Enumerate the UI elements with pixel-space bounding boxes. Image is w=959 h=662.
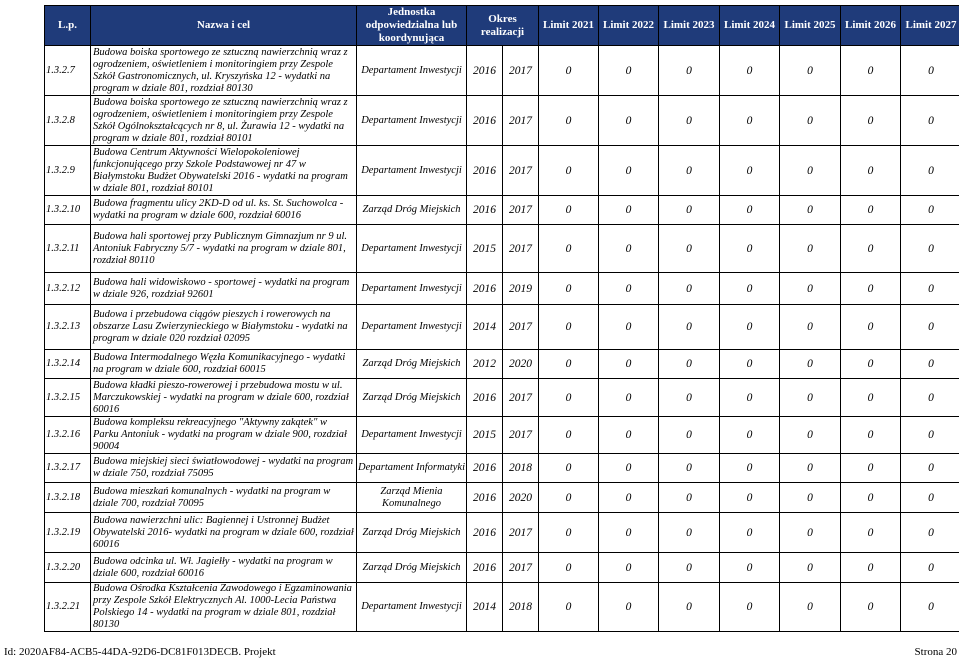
row-limit-2026: 0 <box>841 225 901 273</box>
row-limit-2026: 0 <box>841 350 901 379</box>
row-limit-2022: 0 <box>599 273 659 305</box>
row-period-from: 2016 <box>467 454 503 483</box>
col-header-limit-2022: Limit 2022 <box>599 6 659 46</box>
row-lp: 1.3.2.11 <box>45 225 91 273</box>
row-period-to: 2017 <box>503 513 539 553</box>
row-limit-2027: 0 <box>901 553 959 583</box>
col-header-name: Nazwa i cel <box>91 6 357 46</box>
row-name: Budowa i przebudowa ciągów pieszych i rowerowych na obszarze Lasu Zwierzynieckiego w Białymstoku - wydatki na program w dziale 020 rozdział 02095 <box>91 305 357 350</box>
table-row <box>45 483 959 513</box>
row-unit: Departament Inwestycji <box>357 417 467 454</box>
row-limit-2023: 0 <box>659 483 720 513</box>
row-limit-2023: 0 <box>659 225 720 273</box>
row-limit-2025: 0 <box>780 583 841 632</box>
row-name: Budowa kompleksu rekreacyjnego "Aktywny zakątek" w Parku Antoniuk - wydatki na program w dziale 900, rozdział 90004 <box>91 417 357 454</box>
row-name: Budowa Ośrodka Kształcenia Zawodowego i Egzaminowania przy Zespole Szkół Elektrycznych Al. 1000-Lecia Państwa Polskiego 14 - wydatki na program w dziale 801, rozdział 80130 <box>91 583 357 632</box>
row-period-to: 2017 <box>503 305 539 350</box>
row-period-from: 2016 <box>467 273 503 305</box>
col-header-limit-2023: Limit 2023 <box>659 6 720 46</box>
row-limit-2024: 0 <box>720 273 780 305</box>
row-period-from: 2014 <box>467 305 503 350</box>
table-row <box>45 146 959 196</box>
row-limit-2021: 0 <box>539 273 599 305</box>
row-period-to: 2017 <box>503 146 539 196</box>
row-limit-2026: 0 <box>841 417 901 454</box>
row-name: Budowa Centrum Aktywności Wielopokoleniowej funkcjonującego przy Szkole Podstawowej nr 47 w Białymstoku Budżet Obywatelski 2016 - wydatki na program w dziale 801, rozdział 80101 <box>91 146 357 196</box>
row-period-from: 2016 <box>467 46 503 96</box>
row-limit-2023: 0 <box>659 583 720 632</box>
row-period-from: 2016 <box>467 483 503 513</box>
row-limit-2026: 0 <box>841 146 901 196</box>
row-limit-2022: 0 <box>599 583 659 632</box>
row-lp: 1.3.2.20 <box>45 553 91 583</box>
row-limit-2024: 0 <box>720 417 780 454</box>
row-limit-2027: 0 <box>901 379 959 417</box>
row-limit-2023: 0 <box>659 46 720 96</box>
row-limit-2024: 0 <box>720 225 780 273</box>
col-header-unit: Jednostka odpowiedzialna lub koordynująca <box>357 6 467 46</box>
row-limit-2024: 0 <box>720 46 780 96</box>
row-limit-2022: 0 <box>599 146 659 196</box>
row-period-to: 2017 <box>503 553 539 583</box>
row-name: Budowa mieszkań komunalnych - wydatki na program w dziale 700, rozdział 70095 <box>91 483 357 513</box>
row-period-from: 2016 <box>467 196 503 225</box>
row-limit-2026: 0 <box>841 305 901 350</box>
row-lp: 1.3.2.15 <box>45 379 91 417</box>
row-limit-2024: 0 <box>720 483 780 513</box>
row-limit-2026: 0 <box>841 96 901 146</box>
row-limit-2025: 0 <box>780 225 841 273</box>
row-limit-2027: 0 <box>901 225 959 273</box>
row-lp: 1.3.2.21 <box>45 583 91 632</box>
row-limit-2021: 0 <box>539 454 599 483</box>
row-limit-2024: 0 <box>720 513 780 553</box>
row-limit-2026: 0 <box>841 454 901 483</box>
row-limit-2027: 0 <box>901 273 959 305</box>
row-limit-2021: 0 <box>539 196 599 225</box>
table-row <box>45 454 959 483</box>
col-header-period: Okres realizacji <box>467 6 539 46</box>
col-header-lp: L.p. <box>45 6 91 46</box>
row-period-from: 2016 <box>467 96 503 146</box>
row-name: Budowa kładki pieszo-rowerowej i przebudowa mostu w ul. Marczukowskiej - wydatki na program w dziale 600, rozdział 60016 <box>91 379 357 417</box>
row-lp: 1.3.2.7 <box>45 46 91 96</box>
row-unit: Departament Inwestycji <box>357 225 467 273</box>
row-limit-2021: 0 <box>539 146 599 196</box>
row-period-to: 2017 <box>503 225 539 273</box>
row-limit-2027: 0 <box>901 46 959 96</box>
row-limit-2025: 0 <box>780 273 841 305</box>
row-name: Budowa hali widowiskowo - sportowej - wydatki na program w dziale 926, rozdział 92601 <box>91 273 357 305</box>
row-unit: Zarząd Dróg Miejskich <box>357 513 467 553</box>
row-limit-2021: 0 <box>539 583 599 632</box>
row-period-from: 2016 <box>467 553 503 583</box>
row-period-to: 2018 <box>503 583 539 632</box>
row-period-from: 2016 <box>467 379 503 417</box>
table-row <box>45 583 959 632</box>
row-limit-2027: 0 <box>901 417 959 454</box>
table-row <box>45 553 959 583</box>
col-header-limit-2021: Limit 2021 <box>539 6 599 46</box>
row-limit-2027: 0 <box>901 196 959 225</box>
row-limit-2021: 0 <box>539 483 599 513</box>
table-row <box>45 379 959 417</box>
row-limit-2026: 0 <box>841 583 901 632</box>
row-limit-2022: 0 <box>599 196 659 225</box>
row-limit-2021: 0 <box>539 305 599 350</box>
row-unit: Departament Informatyki <box>357 454 467 483</box>
row-limit-2025: 0 <box>780 350 841 379</box>
row-lp: 1.3.2.13 <box>45 305 91 350</box>
row-limit-2027: 0 <box>901 96 959 146</box>
row-limit-2021: 0 <box>539 379 599 417</box>
row-limit-2025: 0 <box>780 513 841 553</box>
row-limit-2022: 0 <box>599 513 659 553</box>
row-limit-2025: 0 <box>780 483 841 513</box>
row-limit-2021: 0 <box>539 350 599 379</box>
row-limit-2027: 0 <box>901 350 959 379</box>
row-limit-2024: 0 <box>720 305 780 350</box>
row-limit-2023: 0 <box>659 96 720 146</box>
row-limit-2023: 0 <box>659 273 720 305</box>
table-row <box>45 513 959 553</box>
row-limit-2021: 0 <box>539 96 599 146</box>
row-unit: Departament Inwestycji <box>357 96 467 146</box>
row-unit: Zarząd Dróg Miejskich <box>357 553 467 583</box>
row-unit: Departament Inwestycji <box>357 46 467 96</box>
row-limit-2022: 0 <box>599 225 659 273</box>
row-limit-2022: 0 <box>599 553 659 583</box>
wpf-projects-table <box>44 5 959 632</box>
row-limit-2023: 0 <box>659 305 720 350</box>
row-limit-2025: 0 <box>780 379 841 417</box>
row-unit: Zarząd Mienia Komunalnego <box>357 483 467 513</box>
row-limit-2022: 0 <box>599 417 659 454</box>
row-limit-2024: 0 <box>720 379 780 417</box>
row-limit-2024: 0 <box>720 96 780 146</box>
row-lp: 1.3.2.10 <box>45 196 91 225</box>
table-row <box>45 196 959 225</box>
row-limit-2023: 0 <box>659 146 720 196</box>
row-name: Budowa miejskiej sieci światłowodowej - wydatki na program w dziale 750, rozdział 75095 <box>91 454 357 483</box>
row-limit-2023: 0 <box>659 454 720 483</box>
row-name: Budowa fragmentu ulicy 2KD-D od ul. ks. St. Suchowolca - wydatki na program w dziale 600, rozdział 60016 <box>91 196 357 225</box>
col-header-limit-2024: Limit 2024 <box>720 6 780 46</box>
row-unit: Departament Inwestycji <box>357 305 467 350</box>
col-header-limit-2026: Limit 2026 <box>841 6 901 46</box>
row-limit-2024: 0 <box>720 196 780 225</box>
row-name: Budowa Intermodalnego Węzła Komunikacyjnego - wydatki na program w dziale 600, rozdział 60015 <box>91 350 357 379</box>
row-limit-2021: 0 <box>539 46 599 96</box>
row-limit-2021: 0 <box>539 513 599 553</box>
row-limit-2025: 0 <box>780 305 841 350</box>
row-period-from: 2015 <box>467 225 503 273</box>
row-lp: 1.3.2.8 <box>45 96 91 146</box>
row-lp: 1.3.2.16 <box>45 417 91 454</box>
row-limit-2021: 0 <box>539 553 599 583</box>
table-row <box>45 96 959 146</box>
table-row <box>45 417 959 454</box>
row-period-to: 2017 <box>503 196 539 225</box>
row-limit-2022: 0 <box>599 379 659 417</box>
row-limit-2024: 0 <box>720 454 780 483</box>
row-limit-2027: 0 <box>901 146 959 196</box>
row-lp: 1.3.2.18 <box>45 483 91 513</box>
row-limit-2026: 0 <box>841 273 901 305</box>
row-name: Budowa nawierzchni ulic: Bagiennej i Ustronnej Budżet Obywatelski 2016- wydatki na program w dziale 600, rozdział 60016 <box>91 513 357 553</box>
row-limit-2023: 0 <box>659 553 720 583</box>
row-limit-2022: 0 <box>599 305 659 350</box>
row-unit: Departament Inwestycji <box>357 146 467 196</box>
table-row <box>45 225 959 273</box>
row-limit-2027: 0 <box>901 483 959 513</box>
row-limit-2026: 0 <box>841 553 901 583</box>
row-period-from: 2015 <box>467 417 503 454</box>
row-lp: 1.3.2.17 <box>45 454 91 483</box>
row-unit: Zarząd Dróg Miejskich <box>357 379 467 417</box>
document-id: Id: 2020AF84-ACB5-44DA-92D6-DC81F013DECB. Projekt <box>4 646 276 658</box>
row-unit: Zarząd Dróg Miejskich <box>357 350 467 379</box>
row-limit-2025: 0 <box>780 454 841 483</box>
table-row <box>45 305 959 350</box>
row-limit-2027: 0 <box>901 454 959 483</box>
row-limit-2026: 0 <box>841 46 901 96</box>
row-name: Budowa hali sportowej przy Publicznym Gimnazjum nr 9 ul. Antoniuk Fabryczny 5/7 - wydatki na program w dziale 801, rozdział 80110 <box>91 225 357 273</box>
row-limit-2027: 0 <box>901 583 959 632</box>
table-body <box>45 46 959 632</box>
row-limit-2027: 0 <box>901 513 959 553</box>
row-period-to: 2017 <box>503 96 539 146</box>
row-limit-2024: 0 <box>720 350 780 379</box>
row-period-to: 2017 <box>503 379 539 417</box>
row-limit-2022: 0 <box>599 454 659 483</box>
row-limit-2023: 0 <box>659 417 720 454</box>
page-number: Strona 20 <box>914 646 957 658</box>
table-row <box>45 46 959 96</box>
row-limit-2022: 0 <box>599 46 659 96</box>
row-limit-2023: 0 <box>659 196 720 225</box>
row-unit: Departament Inwestycji <box>357 273 467 305</box>
table-header-row <box>45 6 959 46</box>
row-limit-2026: 0 <box>841 196 901 225</box>
row-limit-2025: 0 <box>780 417 841 454</box>
row-lp: 1.3.2.9 <box>45 146 91 196</box>
row-limit-2025: 0 <box>780 196 841 225</box>
row-period-to: 2019 <box>503 273 539 305</box>
col-header-limit-2025: Limit 2025 <box>780 6 841 46</box>
row-limit-2024: 0 <box>720 583 780 632</box>
table-row <box>45 273 959 305</box>
row-period-to: 2017 <box>503 417 539 454</box>
row-limit-2021: 0 <box>539 417 599 454</box>
row-lp: 1.3.2.14 <box>45 350 91 379</box>
row-unit: Departament Inwestycji <box>357 583 467 632</box>
row-limit-2023: 0 <box>659 513 720 553</box>
row-name: Budowa boiska sportowego ze sztuczną nawierzchnią wraz z ogrodzeniem, oświetleniem i monitoringiem przy Zespole Szkół Ogólnokształcących nr 8, ul. Żurawia 12 - wydatki na program w dziale 801, rozdział 80101 <box>91 96 357 146</box>
row-limit-2025: 0 <box>780 146 841 196</box>
row-limit-2026: 0 <box>841 379 901 417</box>
row-limit-2022: 0 <box>599 350 659 379</box>
row-unit: Zarząd Dróg Miejskich <box>357 196 467 225</box>
row-name: Budowa boiska sportowego ze sztuczną nawierzchnią wraz z ogrodzeniem, oświetleniem i monitoringiem przy Zespole Szkół Gastronomicznych, ul. Kryszyńska 12 - wydatki na program w dziale 801, rozdział 80130 <box>91 46 357 96</box>
table-row <box>45 350 959 379</box>
row-limit-2027: 0 <box>901 305 959 350</box>
row-period-from: 2016 <box>467 146 503 196</box>
row-period-to: 2020 <box>503 483 539 513</box>
col-header-limit-2027: Limit 2027 <box>901 6 959 46</box>
row-limit-2026: 0 <box>841 483 901 513</box>
row-limit-2024: 0 <box>720 553 780 583</box>
row-limit-2025: 0 <box>780 96 841 146</box>
row-period-from: 2014 <box>467 583 503 632</box>
row-period-from: 2012 <box>467 350 503 379</box>
row-limit-2022: 0 <box>599 483 659 513</box>
row-limit-2026: 0 <box>841 513 901 553</box>
row-name: Budowa odcinka ul. Wł. Jagiełły - wydatki na program w dziale 600, rozdział 60016 <box>91 553 357 583</box>
document-page <box>44 5 957 632</box>
row-limit-2025: 0 <box>780 46 841 96</box>
row-limit-2024: 0 <box>720 146 780 196</box>
row-period-to: 2017 <box>503 46 539 96</box>
row-limit-2025: 0 <box>780 553 841 583</box>
row-limit-2022: 0 <box>599 96 659 146</box>
row-period-to: 2018 <box>503 454 539 483</box>
row-period-to: 2020 <box>503 350 539 379</box>
row-limit-2021: 0 <box>539 225 599 273</box>
row-limit-2023: 0 <box>659 379 720 417</box>
row-limit-2023: 0 <box>659 350 720 379</box>
row-period-from: 2016 <box>467 513 503 553</box>
row-lp: 1.3.2.12 <box>45 273 91 305</box>
row-lp: 1.3.2.19 <box>45 513 91 553</box>
